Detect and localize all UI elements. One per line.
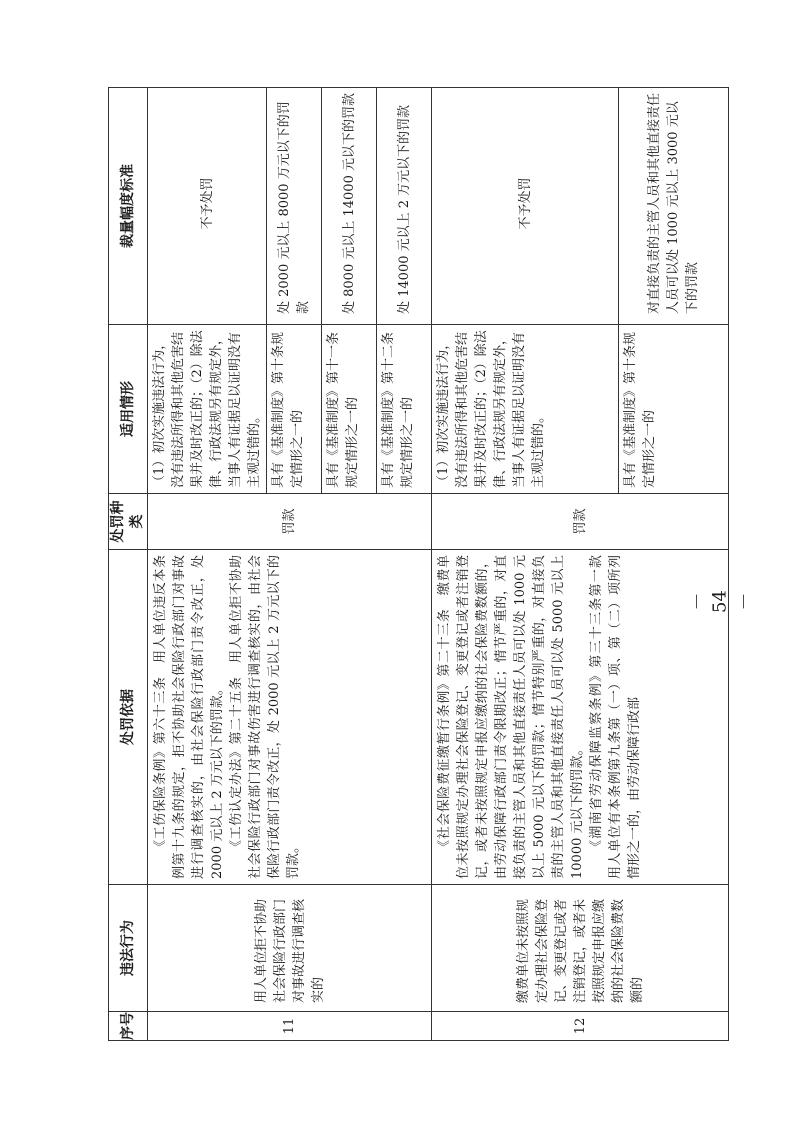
- header-situation: 适用情形: [109, 325, 148, 494]
- row-situation: （1）初次实施违法行为，没有违法所得和其他危害结果并及时改正的；（2）除法律、行政法规另有规定外，当事人有证据足以证明没有主观过错的。: [148, 325, 267, 494]
- row-standard: 不予处罚: [432, 88, 619, 325]
- row-situation: 具有《基准制度》第十条规定情形之一的: [267, 325, 322, 494]
- row-type: 罚款: [432, 494, 729, 550]
- row-standard: 不予处罚: [148, 88, 267, 325]
- row-standard: 处 14000 元以上 2 万元以下的罚款: [377, 88, 432, 325]
- basis-paragraph: 《湖南省劳动保障监察条例》第三十三条第一款 用人单位有本条例第九条第（一）项、第（二）项所列情形之一的，由劳动保障行政部: [589, 541, 642, 879]
- row-situation: （1）初次实施违法行为，没有违法所得和其他危害结果并及时改正的；（2）除法律、行政法规另有规定外，当事人有证据足以证明没有主观过错的。: [432, 325, 619, 494]
- table-row: [148, 88, 267, 1041]
- header-act: 违法行为: [109, 885, 148, 1012]
- row-seq: 11: [148, 1012, 432, 1041]
- row-standard: 处 2000 元以上 8000 万元以下的罚款: [267, 88, 322, 325]
- header-type: 处罚种类: [109, 494, 148, 550]
- header-standard: 裁量幅度标准: [109, 88, 148, 325]
- basis-paragraph: 《工伤认定办法》第二十五条 用人单位拒不协助社会保险行政部门对事故伤害进行调查核实的，由社会保险行政部门责令改正，处 2000 元以上 2 万元以下的罚款。: [229, 555, 301, 879]
- row-standard: 对直接负责的主管人员和其他直接责任人员可以处 1000 元以上 3000 元以下的罚款: [619, 88, 729, 325]
- page-number: － 54 －: [687, 590, 756, 613]
- basis-paragraph: 《工伤保险条例》第六十三条 用人单位违反本条例第十九条的规定，拒不协助社会保险行政部门对事故进行调查核实的，由社会保险行政部门责令改正，处 2000 元以上 2 万元以下的罚款。: [153, 555, 225, 879]
- header-basis: 处罚依据: [109, 550, 148, 885]
- row-situation: 具有《基准制度》第十条规定情形之一的: [619, 325, 729, 494]
- header-seq: 序号: [109, 1012, 148, 1041]
- row-act: 用人单位拒不协助社会保险行政部门对事故进行调查核实的: [148, 885, 432, 1012]
- penalty-table: [108, 87, 729, 1041]
- table-row: [432, 88, 619, 1041]
- row-situation: 具有《基准制度》第十一条规定情形之一的: [322, 325, 377, 494]
- table-header-row: [109, 88, 148, 1041]
- basis-paragraph: 《社会保险费征缴暂行条例》第二十三条 缴费单位未按照规定办理社会保险登记、变更登记或者注销登记，或者未按照规定申报应缴纳的社会保险费数额的，由劳动保障行政部门责令限期改正；情节严重的，对直接负责的主管人员和其他直接责任人员可以处 1000 元以上 5000 元以下的罚款；情节特别严重的，对直接负责的主管人员和其他直接责任人员可以处 5000 元以上 10000 元以下的罚款。: [437, 555, 585, 879]
- row-type: 罚款: [148, 494, 432, 550]
- row-standard: 处 8000 元以上 14000 元以下的罚款: [322, 88, 377, 325]
- row-seq: 12: [432, 1012, 729, 1041]
- row-basis: [148, 550, 432, 885]
- row-act: 缴费单位未按照规定办理社会保险登记、变更登记或者注销登记，或者未按照规定申报应缴纳的社会保险费数额的: [432, 885, 729, 1012]
- row-situation: 具有《基准制度》第十二条规定情形之一的: [377, 325, 432, 494]
- rotated-page: [108, 88, 700, 1041]
